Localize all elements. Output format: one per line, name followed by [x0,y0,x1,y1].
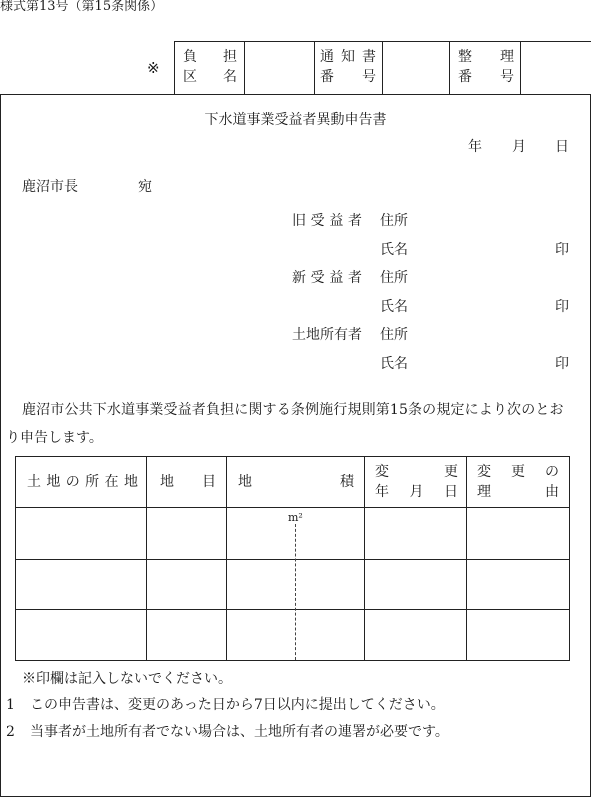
area-unit: m² [288,511,303,524]
burden-district-field[interactable] [246,42,313,94]
category-cell[interactable] [147,560,226,609]
office-use-box: ※ 負 担 区 名 通 知 書 番 号 整 理 番 号 [0,0,591,95]
notice-number-field[interactable] [384,42,448,94]
note-number: 2 [6,724,15,740]
seal-mark: 印 [555,356,569,372]
note-text: 当事者が土地所有者でない場合は、土地所有者の連署が必要です。 [30,724,449,740]
location-cell[interactable] [16,560,146,609]
former-name-field[interactable] [412,240,552,260]
category-cell[interactable] [147,610,226,660]
name-label: 氏名 [380,242,408,258]
addressee-name: 鹿沼市長 [22,179,78,195]
change-details-table: 土 地 の 所 在 地 地 目 地 積 変 更 年 月 日 変 更 の 理 由 m² [0,450,591,665]
table-row [16,560,569,609]
office-use-mark: ※ [147,59,160,77]
area-cell[interactable] [227,560,364,609]
notice-number-label: 通 知 書 [320,49,376,65]
date-line [0,140,591,156]
party-role: 新 受 益 者 [292,270,362,286]
declaration-line-1: 鹿沼市公共下水道事業受益者負担に関する条例施行規則第15条の規定により次のとお [22,402,564,418]
party-landowner [0,328,591,378]
form-label: 様式第13号（第15条関係） [0,0,164,14]
change-reason-cell[interactable] [467,560,569,609]
day-label: 日 [555,139,569,155]
category-cell[interactable] [147,508,226,559]
year-label: 年 [468,139,482,155]
office-use-note: ※印欄は記入しないでください。 [22,671,232,687]
party-former-beneficiary [0,214,591,264]
seal-mark: 印 [555,242,569,258]
landowner-address-field[interactable] [412,325,552,345]
area-cell[interactable] [227,610,364,660]
header-change-reason: 変 更 の [477,464,559,480]
change-date-cell[interactable] [365,610,466,660]
new-address-field[interactable] [412,268,552,288]
new-name-field[interactable] [412,297,552,317]
addressee-suffix: 宛 [138,179,152,195]
area-cell[interactable] [227,508,364,559]
change-reason-cell[interactable] [467,508,569,559]
location-cell[interactable] [16,508,146,559]
header-land-area: 地 積 [238,474,354,490]
burden-district-label: 負 担 [183,49,237,65]
change-date-cell[interactable] [365,560,466,609]
note-number: 1 [6,697,15,713]
note-text: この申告書は、変更のあった日から7日以内に提出してください。 [30,697,445,713]
header-change-date: 変 更 [375,464,458,480]
location-cell[interactable] [16,610,146,660]
party-role: 旧 受 益 者 [292,213,362,229]
change-date-cell[interactable] [365,508,466,559]
note-item [0,725,591,743]
month-label: 月 [512,139,526,155]
table-row [16,610,569,660]
declaration-line-2: り申告します。 [6,430,103,446]
name-label: 氏名 [380,299,408,315]
reference-number-label: 整 理 [458,49,514,65]
address-label: 住所 [380,270,408,286]
landowner-name-field[interactable] [412,354,552,374]
party-new-beneficiary [0,271,591,321]
note-item [0,698,591,716]
former-address-field[interactable] [412,211,552,231]
address-label: 住所 [380,213,408,229]
reference-number-field[interactable] [522,42,590,94]
header-land-category: 地 目 [160,474,216,490]
name-label: 氏名 [380,356,408,372]
address-label: 住所 [380,327,408,343]
party-role: 土 地 所 有 者 [292,327,362,343]
change-reason-cell[interactable] [467,610,569,660]
form-title: 下水道事業受益者異動申告書 [204,112,387,128]
header-location: 土 地 の 所 在 地 [27,474,138,490]
table-row [16,508,569,559]
seal-mark: 印 [555,299,569,315]
